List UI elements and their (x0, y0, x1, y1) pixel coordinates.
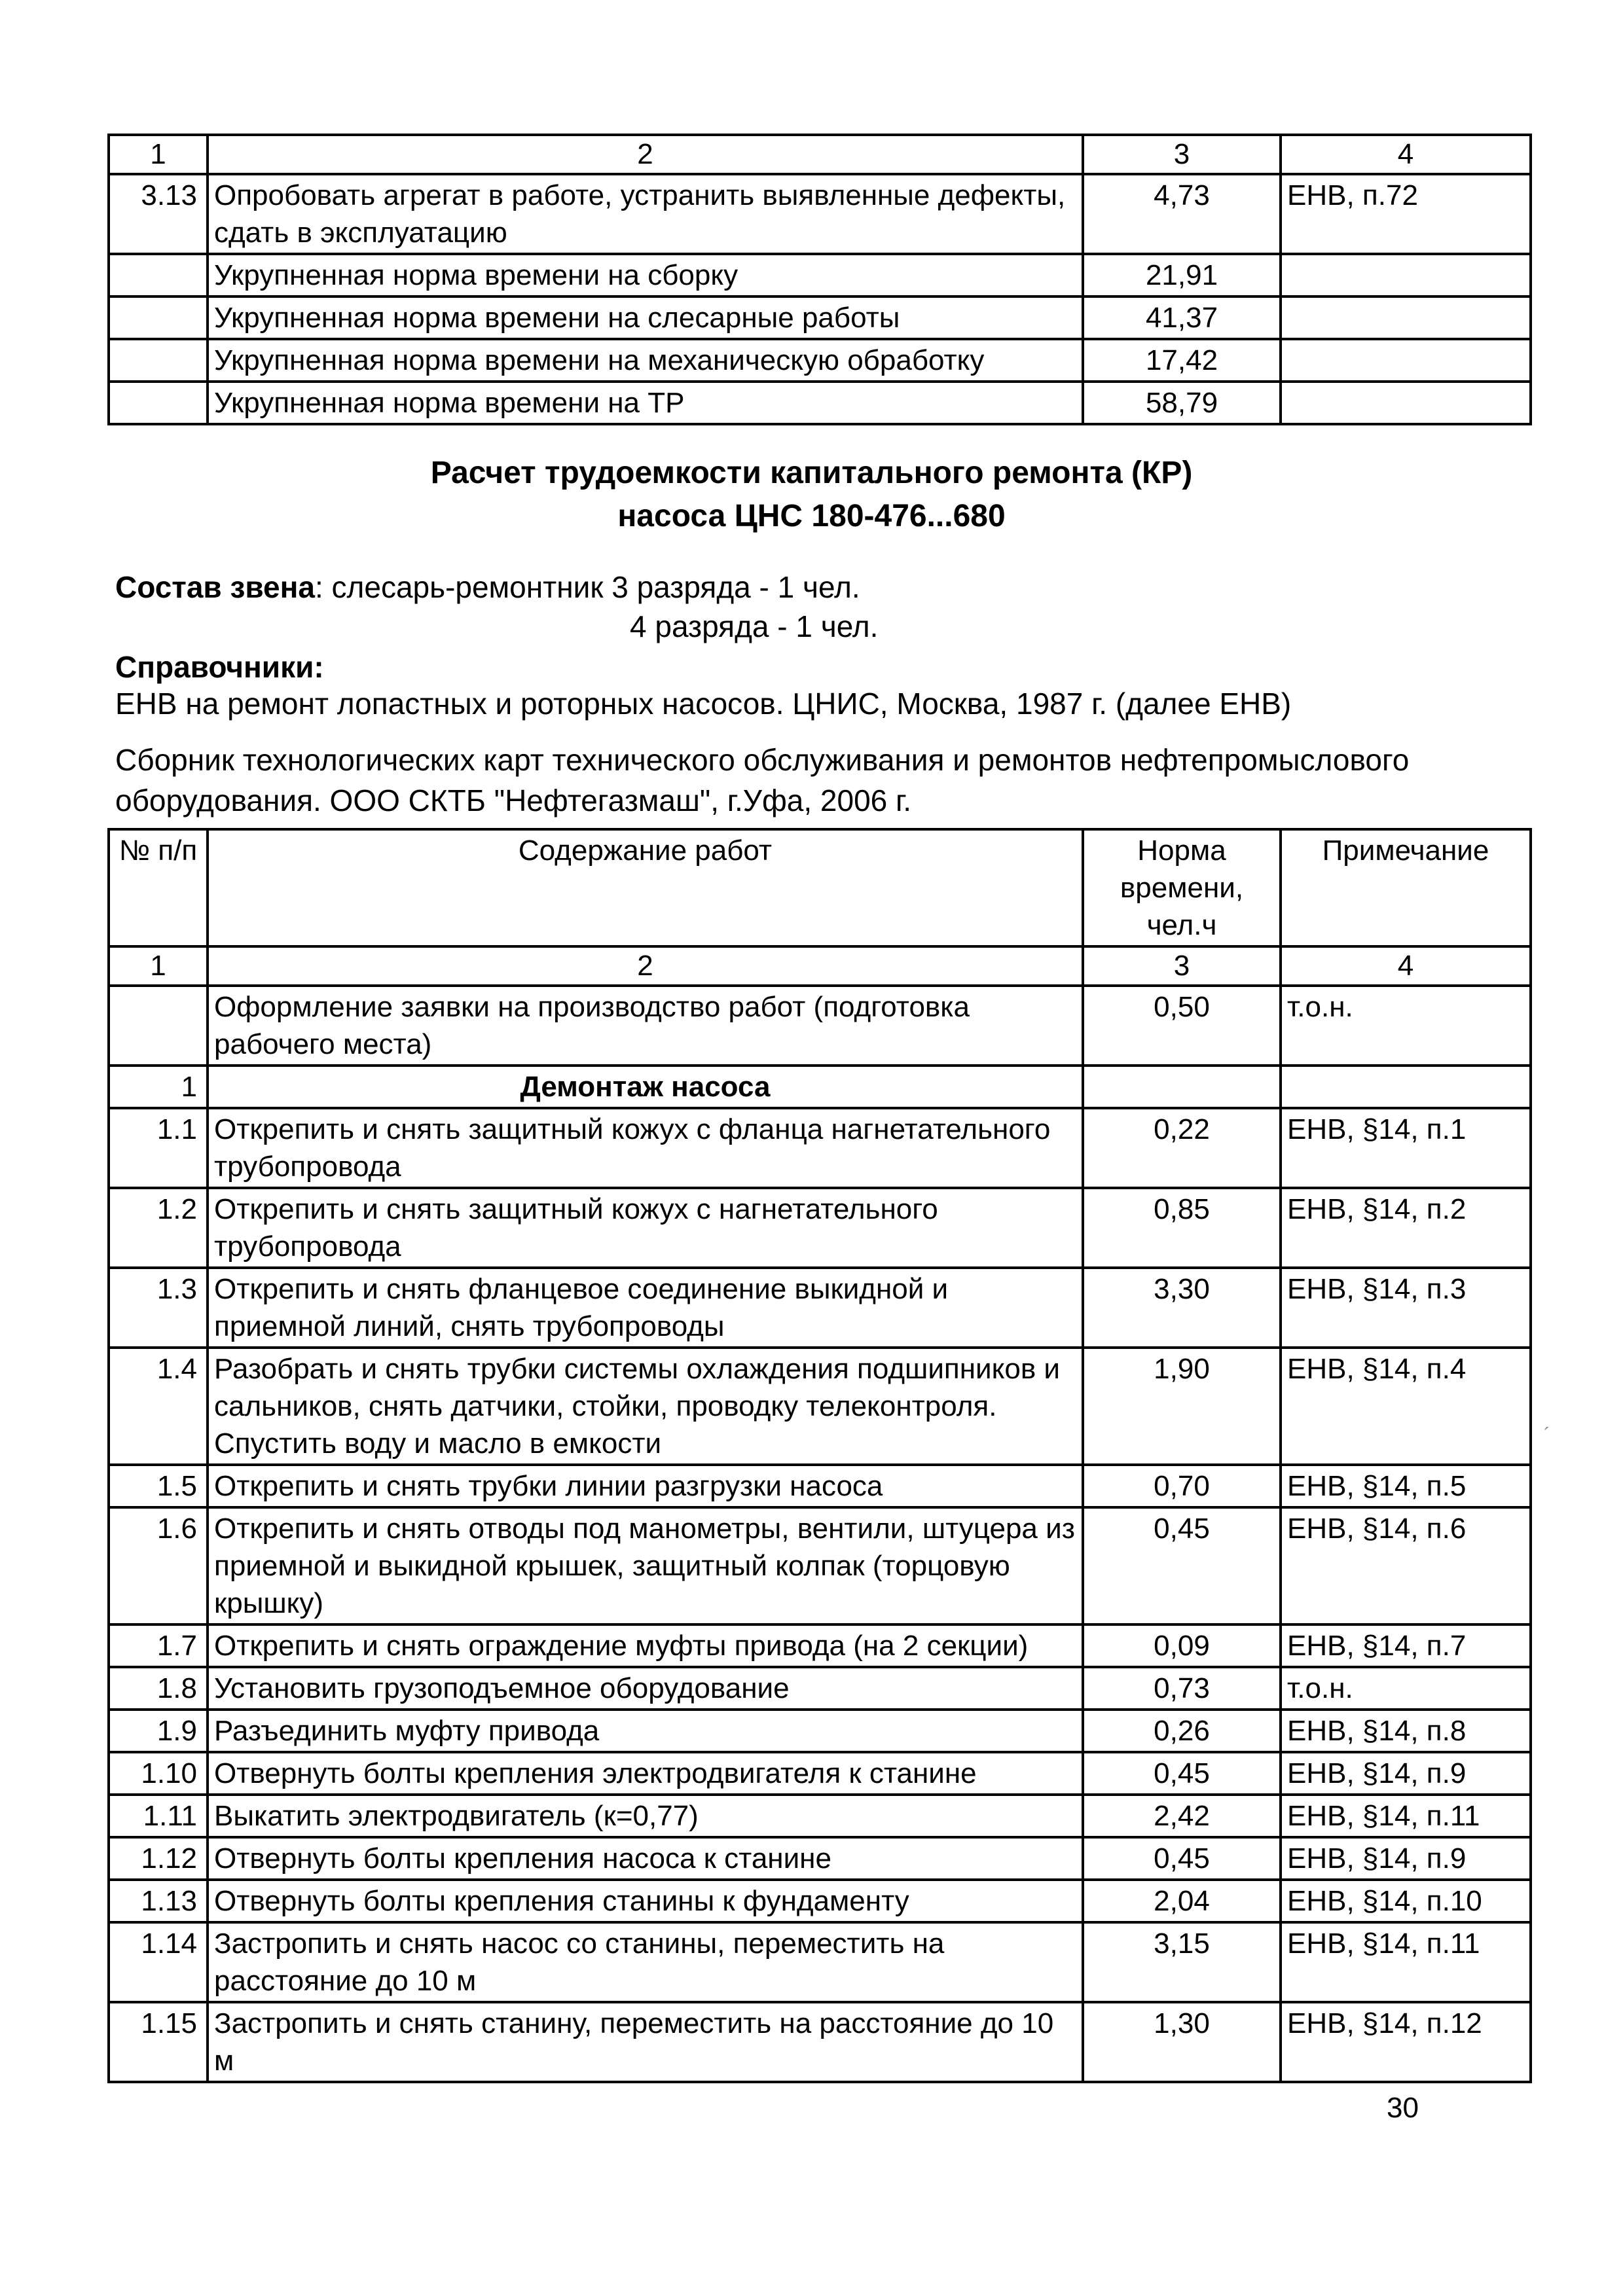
row-note: ЕНВ, §14, п.2 (1281, 1188, 1531, 1268)
row-norm: 0,70 (1083, 1465, 1281, 1507)
col-number: 2 (208, 946, 1083, 986)
row-note (1281, 254, 1531, 296)
row-work-text: Разъединить муфту привода (208, 1710, 1083, 1752)
col-number: 3 (1083, 135, 1281, 174)
table-row (109, 1268, 1531, 1348)
table-row (109, 1795, 1531, 1837)
table-row (109, 1922, 1531, 2002)
col-number: 4 (1281, 135, 1531, 174)
row-norm: 1,30 (1083, 2002, 1281, 2082)
row-number (109, 382, 208, 424)
row-number: 1.8 (109, 1667, 208, 1710)
row-note: ЕНВ, §14, п.9 (1281, 1752, 1531, 1795)
row-work-text: Застропить и снять станину, переместить на расстояние до 10 м (208, 2002, 1083, 2082)
row-work-text: Выкатить электродвигатель (к=0,77) (208, 1795, 1083, 1837)
row-note: ЕНВ, §14, п.9 (1281, 1837, 1531, 1880)
row-note (1281, 1066, 1531, 1108)
upper-table-body (109, 135, 1531, 424)
row-work-text: Укрупненная норма времени на слесарные работы (208, 296, 1083, 339)
row-work-text: Отвернуть болты крепления насоса к станине (208, 1837, 1083, 1880)
header-work: Содержание работ (208, 829, 1083, 946)
row-norm: 4,73 (1083, 174, 1281, 254)
row-number: 3.13 (109, 174, 208, 254)
crew-line-1: : слесарь-ремонтник 3 разряда - 1 чел. (314, 570, 860, 604)
references-heading: Справочники: (115, 650, 324, 684)
crew-label: Состав звена (115, 570, 315, 604)
row-note: ЕНВ, §14, п.3 (1281, 1268, 1531, 1348)
table-row (109, 1880, 1531, 1922)
row-number: 1.15 (109, 2002, 208, 2082)
row-note (1281, 339, 1531, 382)
row-number: 1.4 (109, 1348, 208, 1465)
row-norm: 0,73 (1083, 1667, 1281, 1710)
row-note: т.о.н. (1281, 1667, 1531, 1710)
row-note: ЕНВ, §14, п.11 (1281, 1795, 1531, 1837)
upper-work-table (107, 134, 1532, 425)
table-row (109, 1188, 1531, 1268)
table-row (109, 986, 1531, 1066)
row-number (109, 296, 208, 339)
row-norm: 0,09 (1083, 1624, 1281, 1667)
row-number: 1.11 (109, 1795, 208, 1837)
row-note (1281, 296, 1531, 339)
row-work-text: Опробовать агрегат в работе, устранить выявленные дефекты, сдать в эксплуатацию (208, 174, 1083, 254)
column-number-row (109, 946, 1531, 986)
row-number: 1.9 (109, 1710, 208, 1752)
row-norm: 41,37 (1083, 296, 1281, 339)
row-number: 1 (109, 1066, 208, 1108)
col-number: 2 (208, 135, 1083, 174)
table-row (109, 296, 1531, 339)
header-num: № п/п (109, 829, 208, 946)
row-norm: 1,90 (1083, 1348, 1281, 1465)
page-number: 30 (1387, 2092, 1419, 2124)
col-number: 1 (109, 946, 208, 986)
row-note: ЕНВ, §14, п.7 (1281, 1624, 1531, 1667)
table-row (109, 1624, 1531, 1667)
row-note: ЕНВ, §14, п.6 (1281, 1507, 1531, 1624)
table-row (109, 339, 1531, 382)
row-note: ЕНВ, §14, п.4 (1281, 1348, 1531, 1465)
crew-line-2: 4 разряда - 1 чел. (630, 609, 879, 643)
row-work-text: Установить грузоподъемное оборудование (208, 1667, 1083, 1710)
row-note (1281, 382, 1531, 424)
row-note: т.о.н. (1281, 986, 1531, 1066)
table-row (109, 1108, 1531, 1188)
scan-mark: ´ (1544, 1424, 1550, 1446)
main-table-body (109, 829, 1531, 2082)
row-norm: 2,04 (1083, 1880, 1281, 1922)
row-work-text: Укрупненная норма времени на механическую обработку (208, 339, 1083, 382)
row-norm: 21,91 (1083, 254, 1281, 296)
table-row (109, 174, 1531, 254)
table-row (109, 2002, 1531, 2082)
row-work-text: Застропить и снять насос со станины, переместить на расстояние до 10 м (208, 1922, 1083, 2002)
table-row (109, 1752, 1531, 1795)
row-norm: 0,50 (1083, 986, 1281, 1066)
main-work-table (107, 828, 1532, 2083)
row-work-text: Отвернуть болты крепления станины к фундаменту (208, 1880, 1083, 1922)
table-row (109, 1507, 1531, 1624)
row-number: 1.12 (109, 1837, 208, 1880)
row-norm: 0,45 (1083, 1752, 1281, 1795)
row-norm: 58,79 (1083, 382, 1281, 424)
col-number: 1 (109, 135, 208, 174)
row-note: ЕНВ, §14, п.11 (1281, 1922, 1531, 2002)
row-norm: 0,26 (1083, 1710, 1281, 1752)
crew-composition (115, 567, 860, 607)
row-norm: 3,15 (1083, 1922, 1281, 2002)
row-work-text: Оформление заявки на производство работ (подготовка рабочего места) (208, 986, 1083, 1066)
row-norm: 0,45 (1083, 1507, 1281, 1624)
row-work-text: Демонтаж насоса (208, 1066, 1083, 1108)
row-norm: 0,85 (1083, 1188, 1281, 1268)
row-work-text: Открепить и снять отводы под манометры, вентили, штуцера из приемной и выкидной крышек, защитный колпак (торцовую крышку) (208, 1507, 1083, 1624)
row-work-text: Укрупненная норма времени на сборку (208, 254, 1083, 296)
row-work-text: Укрупненная норма времени на ТР (208, 382, 1083, 424)
row-note: ЕНВ, §14, п.5 (1281, 1465, 1531, 1507)
column-number-row (109, 135, 1531, 174)
row-number: 1.1 (109, 1108, 208, 1188)
row-work-text: Открепить и снять трубки линии разгрузки насоса (208, 1465, 1083, 1507)
col-number: 3 (1083, 946, 1281, 986)
row-norm (1083, 1066, 1281, 1108)
row-norm: 0,22 (1083, 1108, 1281, 1188)
row-work-text: Разобрать и снять трубки системы охлаждения подшипников и сальников, снять датчики, стойки, проводку телеконтроля. Спустить воду и масло в емкости (208, 1348, 1083, 1465)
row-norm: 17,42 (1083, 339, 1281, 382)
row-number (109, 254, 208, 296)
row-number (109, 986, 208, 1066)
row-work-text: Открепить и снять защитный кожух с фланца нагнетательного трубопровода (208, 1108, 1083, 1188)
header-row (109, 829, 1531, 946)
row-work-text: Отвернуть болты крепления электродвигателя к станине (208, 1752, 1083, 1795)
row-norm: 0,45 (1083, 1837, 1281, 1880)
row-work-text: Открепить и снять фланцевое соединение выкидной и приемной линий, снять трубопроводы (208, 1268, 1083, 1348)
row-note: ЕНВ, §14, п.12 (1281, 2002, 1531, 2082)
header-note: Примечание (1281, 829, 1531, 946)
table-row (109, 1465, 1531, 1507)
page-title (0, 452, 1623, 538)
row-note: ЕНВ, §14, п.1 (1281, 1108, 1531, 1188)
table-row (109, 1837, 1531, 1880)
row-number: 1.10 (109, 1752, 208, 1795)
row-number: 1.5 (109, 1465, 208, 1507)
header-norm: Норма времени, чел.ч (1083, 829, 1281, 946)
row-number: 1.2 (109, 1188, 208, 1268)
title-line-2: насоса ЦНС 180-476...680 (617, 499, 1006, 533)
row-norm: 2,42 (1083, 1795, 1281, 1837)
row-number: 1.6 (109, 1507, 208, 1624)
table-row (109, 1710, 1531, 1752)
table-row (109, 1348, 1531, 1465)
table-row (109, 382, 1531, 424)
row-work-text: Открепить и снять ограждение муфты привода (на 2 секции) (208, 1624, 1083, 1667)
row-work-text: Открепить и снять защитный кожух с нагнетательного трубопровода (208, 1188, 1083, 1268)
col-number: 4 (1281, 946, 1531, 986)
reference-1: ЕНВ на ремонт лопастных и роторных насосов. ЦНИС, Москва, 1987 г. (далее ЕНВ) (115, 687, 1292, 721)
row-number: 1.13 (109, 1880, 208, 1922)
row-number: 1.3 (109, 1268, 208, 1348)
row-number: 1.14 (109, 1922, 208, 2002)
row-norm: 3,30 (1083, 1268, 1281, 1348)
table-row (109, 254, 1531, 296)
table-row (109, 1066, 1531, 1108)
reference-2: Сборник технологических карт технического обслуживания и ремонтов нефтепромыслового оборудования. ООО СКТБ "Нефтегазмаш", г.Уфа, 2006 г. (115, 743, 1410, 817)
row-note: ЕНВ, п.72 (1281, 174, 1531, 254)
title-line-1: Расчет трудоемкости капитального ремонта (КР) (430, 456, 1193, 490)
row-number: 1.7 (109, 1624, 208, 1667)
row-note: ЕНВ, §14, п.10 (1281, 1880, 1531, 1922)
table-row (109, 1667, 1531, 1710)
row-note: ЕНВ, §14, п.8 (1281, 1710, 1531, 1752)
row-number (109, 339, 208, 382)
